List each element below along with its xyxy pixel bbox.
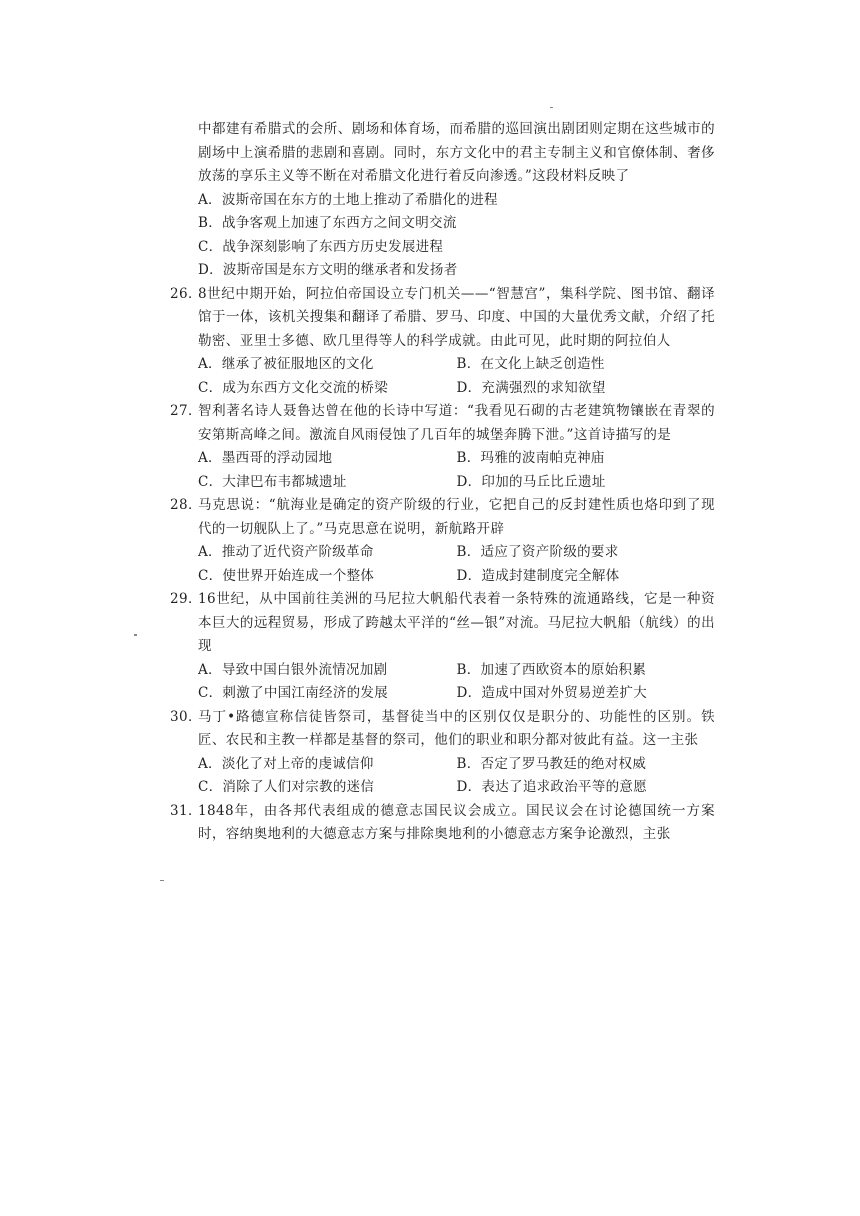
option-a: A．淡化了对上帝的虔诚信仰	[198, 755, 374, 772]
question-26	[170, 283, 715, 401]
question-number: 28．	[170, 497, 202, 513]
scan-speck	[160, 880, 164, 881]
question-number: 26．	[170, 285, 202, 302]
question-stem: 16世纪，从中国前往美洲的马尼拉大帆船代表着一条特殊的流通路线，它是一种资本巨大的远程贸易，形成了跨越太平洋的“丝—银”对流。马尼拉大帆船（航线）的出现	[198, 591, 715, 654]
option-b: B．否定了罗马教廷的绝对权威	[456, 755, 647, 772]
material-options	[170, 189, 715, 283]
question-stem: 马丁•路德宣称信徒皆祭司，基督徒当中的区别仅仅是职分的、功能性的区别。铁匠、农民和主教一样都是基督的祭司，他们的职业和职分都对彼此有益。这一主张	[198, 708, 715, 748]
option-d: D．造成中国对外贸易逆差扩大	[456, 685, 648, 701]
option-a: A．墨西哥的浮动园地	[198, 450, 333, 466]
option-a: A．推动了近代资产阶级革命	[198, 544, 374, 560]
question-30	[170, 706, 715, 800]
option-d: D．印加的马丘比丘遗址	[456, 473, 606, 490]
option-c: C．成为东西方文化交流的桥梁	[198, 379, 389, 396]
option-b: B．适应了资产阶级的要求	[456, 544, 619, 560]
scan-speck	[134, 634, 137, 636]
question-31	[170, 800, 715, 847]
option-d: D．充满强烈的求知欲望	[456, 379, 606, 396]
option-a: A．继承了被征服地区的文化	[198, 356, 374, 372]
option-b: B．加速了西欧资本的原始积累	[456, 661, 647, 678]
option-d: D．波斯帝国是东方文明的继承者和发扬者	[198, 262, 458, 278]
option-a: A．波斯帝国在东方的土地上推动了希腊化的进程	[198, 191, 498, 208]
option-c: C．消除了人们对宗教的迷信	[198, 779, 375, 795]
question-stem: 8世纪中期开始，阿拉伯帝国设立专门机关——“智慧宫”，集科学院、图书馆、翻译馆于一体，该机关搜集和翻译了希腊、罗马、印度、中国的大量优秀文献，介绍了托勒密、亚里士多德、欧几里得等人的科学成就。由此可见，此时期的阿拉伯人	[198, 285, 715, 349]
option-b: B．战争客观上加速了东西方之间文明交流	[198, 215, 457, 231]
question-number: 29．	[170, 591, 202, 607]
question-number: 27．	[170, 403, 202, 419]
question-29	[170, 588, 715, 706]
exam-content	[170, 118, 715, 847]
scan-speck	[550, 107, 553, 108]
option-b: B．玛雅的波南帕克神庙	[456, 450, 605, 466]
question-number: 30．	[170, 708, 202, 725]
option-c: C．大津巴布韦都城遗址	[198, 473, 347, 490]
material-text: 中都建有希腊式的会所、剧场和体育场，而希腊的巡回演出剧团则定期在这些城市的剧场中上演希腊的悲剧和喜剧。同时，东方文化中的君主专制主义和官僚体制、奢侈放荡的享乐主义等不断在对希腊文化进行着反向渗透。”这段材料反映了	[198, 121, 715, 184]
question-stem: 智利著名诗人聂鲁达曾在他的长诗中写道：“我看见石砌的古老建筑物镶嵌在青翠的安第斯高峰之间。激流自风雨侵蚀了几百年的城堡奔腾下泄。”这首诗描写的是	[198, 403, 715, 443]
question-stem: 马克思说：“航海业是确定的资产阶级的行业，它把自己的反封建性质也烙印到了现代的一切舰队上了。”马克思意在说明，新航路开辟	[198, 497, 715, 537]
option-c: C．使世界开始连成一个整体	[198, 567, 375, 584]
question-27	[170, 400, 715, 494]
option-a: A．导致中国白银外流情况加剧	[198, 661, 388, 678]
option-d: D．表达了追求政治平等的意愿	[456, 779, 648, 795]
option-c: C．战争深刻影响了东西方历史发展进程	[198, 238, 444, 255]
option-d: D．造成封建制度完全解体	[456, 567, 620, 584]
option-c: C．刺激了中国江南经济的发展	[198, 685, 389, 701]
question-28	[170, 494, 715, 588]
question-stem: 1848年，由各邦代表组成的德意志国民议会成立。国民议会在讨论德国统一方案时，容纳奥地利的大德意志方案与排除奥地利的小德意志方案争论激烈，主张	[198, 802, 715, 842]
option-b: B．在文化上缺乏创造性	[456, 356, 605, 372]
question-number: 31．	[170, 802, 202, 819]
